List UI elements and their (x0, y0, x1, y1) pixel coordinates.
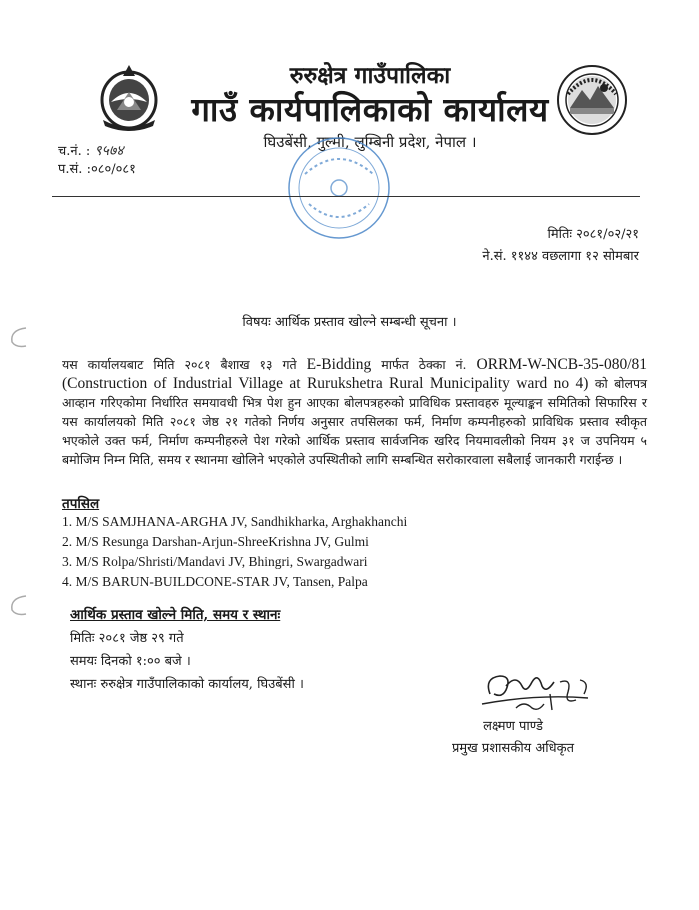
signer-name: लक्ष्मण पाण्डे (483, 719, 543, 734)
firm-list (62, 512, 407, 592)
office-address: घिउबेंसी, गुल्मी, लुम्बिनी प्रदेश, नेपाल । (263, 133, 477, 151)
nepal-emblem-logo (97, 62, 161, 132)
municipality-name: रुरुक्षेत्र गाउँपालिका (289, 62, 451, 89)
issue-date: मितिः २०८१/०२/२१ (547, 227, 639, 242)
contract-number: ORRM-W-NCB-35-080/81 (476, 356, 648, 373)
office-stamp (285, 134, 393, 242)
body-part1: यस कार्यालयबाट मिति २०८१ बैशाख १३ गते (62, 357, 307, 372)
reference-numbers (58, 142, 136, 179)
chalani-number (58, 142, 136, 161)
body-part2: मार्फत ठेक्का नं. (371, 357, 477, 372)
office-name: गाउँ कार्यपालिकाको कार्यालय (191, 90, 549, 129)
date-block (482, 224, 639, 268)
list-item: 3. M/S Rolpa/Shristi/Mandavi JV, Bhingri, Swargadwari (62, 554, 368, 569)
punch-hole-mark (4, 590, 32, 620)
body-part3: को बोलपत्र आव्हान गरिएकोमा निर्धारित समयावधी भित्र पेश हुन आएका बोलपत्रहरुको प्राविधिक प्रस्तावहरु मूल्याङ्कन समितिको सिफारिस र यस कार्यालयको मिति २०८१ जेष्ठ २१ गतेको निर्णय अनुसार तपसिलका फर्म, निर्माण कम्पनीहरुको प्राविधिक प्रस्ताव स्वीकृत भएकोले उक्त फर्म, निर्माण कम्पनीहरुले पेश गरेको आर्थिक प्रस्ताव सार्वजनिक खरिद नियमावलीको नियम ३१ ज उपनियम ५ बमोजिम निम्न मिति, समय र स्थानमा खोलिने भएकोले उपस्थितीको लागि सम्बन्धित सरोकारवाला सबैलाई जानकारी गराईन्छ । (62, 376, 647, 467)
nepal-sambat-date: ने.सं. ११४४ वछलागा १२ सोमबार (482, 249, 639, 264)
chalani-label: च.नं. : (58, 144, 91, 159)
list-item: 4. M/S BARUN-BUILDCONE-STAR JV, Tansen, Palpa (62, 574, 368, 589)
notice-body (62, 355, 647, 469)
chalani-value: ९५७४ (94, 143, 124, 159)
fiscal-year: प.सं. :०८०/०८१ (58, 162, 136, 177)
opening-details (70, 627, 304, 696)
signer-block (452, 716, 574, 760)
opening-date: मितिः २०८१ जेष्ठ २९ गते (70, 631, 184, 646)
tapasil-heading: तपसिल (62, 496, 100, 512)
notice-subject: विषयः आर्थिक प्रस्ताव खोल्ने सम्बन्धी सूचना । (242, 315, 457, 330)
ebidding-text: E-Bidding (306, 356, 372, 373)
signer-title: प्रमुख प्रशासकीय अधिकृत (452, 741, 575, 756)
opening-heading: आर्थिक प्रस्ताव खोल्ने मिति, समय र स्थानः (70, 607, 281, 623)
project-name: (Construction of Industrial Village at Rurukshetra Rural Municipality ward no 4) (62, 375, 589, 392)
list-item: 2. M/S Resunga Darshan-Arjun-ShreeKrishna JV, Gulmi (62, 534, 369, 549)
list-item: 1. M/S SAMJHANA-ARGHA JV, Sandhikharka, Arghakhanchi (62, 514, 408, 529)
opening-place: स्थानः रुरुक्षेत्र गाउँपालिकाको कार्यालय, घिउबेंसी । (70, 677, 304, 692)
header-divider (52, 196, 640, 197)
handwritten-signature (476, 664, 594, 716)
opening-time: समयः दिनको १:०० बजे । (70, 654, 191, 669)
